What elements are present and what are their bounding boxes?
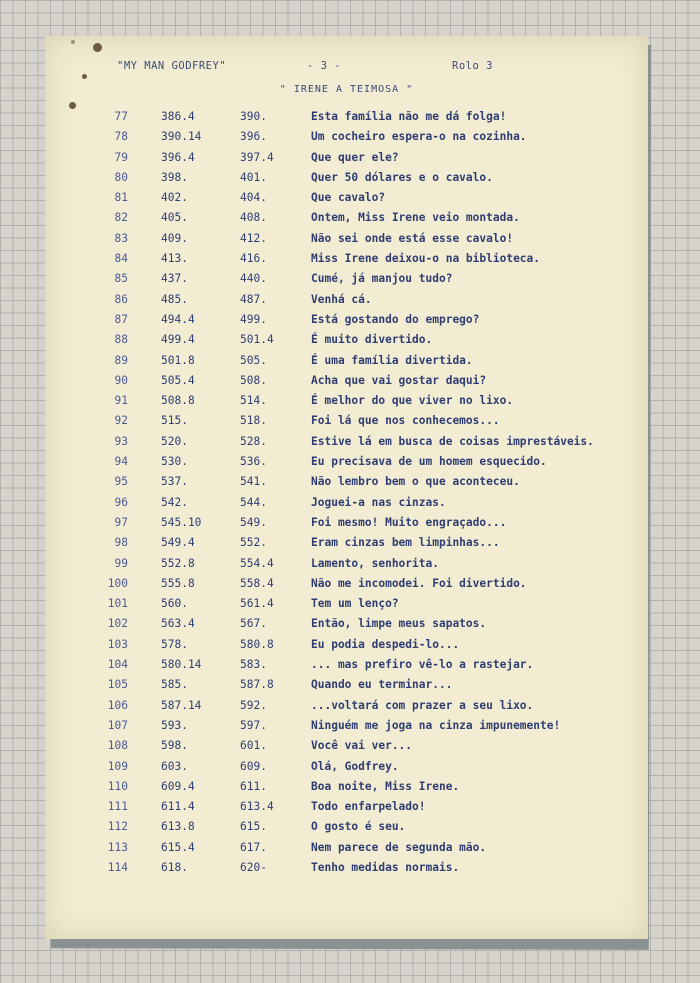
time-in: 505.4 — [161, 373, 195, 387]
row-number: 93 — [114, 434, 128, 448]
list-item — [45, 293, 648, 313]
list-item — [45, 678, 648, 698]
subtitle-text: Eu precisava de um homem esquecido. — [311, 455, 547, 469]
time-in: 386.4 — [161, 110, 195, 123]
time-in: 413. — [161, 252, 188, 266]
list-item — [45, 516, 648, 536]
row-number: 104 — [107, 658, 128, 672]
time-in: 437. — [161, 272, 188, 286]
time-out: 508. — [240, 373, 267, 387]
time-in: 555.8 — [161, 576, 195, 590]
time-in: 542. — [161, 495, 188, 509]
subtitle-text: Nem parece de segunda mão. — [311, 840, 487, 854]
time-in: 613.8 — [161, 820, 195, 834]
time-in: 585. — [161, 678, 188, 692]
list-item — [45, 151, 648, 171]
subtitle-text: Venhá cá. — [311, 292, 372, 306]
list-item — [45, 475, 648, 495]
time-out: 620- — [240, 860, 267, 874]
list-item — [45, 272, 648, 292]
time-out: 597. — [240, 718, 267, 732]
list-item — [45, 638, 648, 658]
list-item — [45, 211, 648, 231]
list-item — [45, 455, 648, 475]
row-number: 95 — [114, 475, 128, 489]
row-number: 86 — [114, 292, 128, 306]
time-out: 554.4 — [240, 556, 274, 570]
subtitle-text: É muito divertido. — [311, 333, 433, 347]
time-out: 440. — [240, 272, 267, 286]
time-out: 611. — [240, 779, 267, 793]
time-out: 613.4 — [240, 800, 274, 814]
row-number: 112 — [107, 820, 128, 834]
subtitle-text: Todo enfarpelado! — [311, 800, 426, 814]
time-in: 537. — [161, 475, 188, 489]
time-in: 398. — [161, 170, 188, 184]
row-number: 113 — [107, 840, 128, 854]
time-in: 530. — [161, 455, 188, 469]
time-in: 603. — [161, 759, 188, 773]
subtitle-text: ...voltará com prazer a seu lixo. — [311, 698, 534, 712]
time-in: 508.8 — [161, 394, 195, 408]
list-item — [45, 313, 648, 333]
subtitle-text: Eram cinzas bem limpinhas... — [311, 536, 500, 550]
subtitle-text: Joguei-a nas cinzas. — [311, 495, 446, 509]
time-in: 485. — [161, 292, 188, 306]
subtitle-text: Não lembro bem o que aconteceu. — [311, 475, 520, 489]
time-in: 587.14 — [161, 698, 202, 712]
time-out: 580.8 — [240, 637, 274, 651]
row-number: 92 — [114, 414, 128, 428]
time-out: 592. — [240, 698, 267, 712]
time-in: 580.14 — [161, 658, 202, 672]
list-item — [45, 760, 648, 780]
time-in: 609.4 — [161, 779, 195, 793]
list-item — [45, 496, 648, 516]
row-number: 87 — [114, 312, 128, 326]
row-number: 83 — [114, 231, 128, 245]
punch-hole — [69, 102, 76, 109]
time-out: 408. — [240, 211, 267, 225]
subtitle-text: Não me incomodei. Foi divertido. — [311, 576, 527, 590]
time-in: 560. — [161, 597, 188, 611]
list-item — [45, 841, 648, 861]
subtitle-text: Foi lá que nos conhecemos... — [311, 414, 500, 428]
time-in: 598. — [161, 739, 188, 753]
time-in: 402. — [161, 191, 188, 205]
subtitle-text: Eu podia despedi-lo... — [311, 637, 460, 651]
list-item — [45, 435, 648, 455]
time-out: 587.8 — [240, 678, 274, 692]
time-in: 396.4 — [161, 150, 195, 164]
time-in: 593. — [161, 718, 188, 732]
punch-hole — [71, 40, 75, 44]
time-out: 583. — [240, 658, 267, 672]
subtitle-text: Que quer ele? — [311, 150, 399, 164]
subtitle-text: Não sei onde está esse cavalo! — [311, 231, 514, 245]
list-item — [45, 557, 648, 577]
subtitle-text: Tenho medidas normais. — [311, 860, 460, 874]
subtitle-text: É melhor do que viver no lixo. — [311, 394, 514, 408]
list-item — [45, 232, 648, 252]
time-out: 487. — [240, 292, 267, 306]
list-item — [45, 820, 648, 840]
list-item — [45, 333, 648, 353]
time-out: 505. — [240, 353, 267, 367]
subtitle-text: É uma família divertida. — [311, 353, 473, 367]
row-number: 110 — [107, 779, 128, 793]
subtitle-text: Quer 50 dólares e o cavalo. — [311, 170, 493, 184]
list-item — [45, 699, 648, 719]
row-number: 81 — [114, 191, 128, 205]
time-in: 520. — [161, 434, 188, 448]
subtitle-text: Um cocheiro espera-o na cozinha. — [311, 130, 527, 144]
time-out: 544. — [240, 495, 267, 509]
row-number: 80 — [114, 170, 128, 184]
typed-sheet — [45, 36, 648, 939]
list-item — [45, 658, 648, 678]
time-out: 536. — [240, 455, 267, 469]
time-in: 501.8 — [161, 353, 195, 367]
punch-hole — [93, 43, 102, 52]
subtitle-text: Então, limpe meus sapatos. — [311, 617, 487, 631]
list-item — [45, 800, 648, 820]
time-out: 549. — [240, 515, 267, 529]
time-out: 416. — [240, 252, 267, 266]
time-in: 578. — [161, 637, 188, 651]
reel-label: Rolo 3 — [452, 60, 493, 72]
row-number: 77 — [114, 110, 128, 123]
row-number: 79 — [114, 150, 128, 164]
subtitle-text: Cumé, já manjou tudo? — [311, 272, 453, 286]
subtitle-text: Quando eu terminar... — [311, 678, 453, 692]
film-title: "MY MAN GODFREY" — [117, 60, 227, 72]
subtitle-text: Está gostando do emprego? — [311, 312, 480, 326]
time-out: 499. — [240, 312, 267, 326]
time-out: 397.4 — [240, 150, 274, 164]
row-number: 103 — [107, 637, 128, 651]
time-out: 514. — [240, 394, 267, 408]
time-out: 412. — [240, 231, 267, 245]
subtitle-text: Que cavalo? — [311, 191, 386, 205]
list-item — [45, 577, 648, 597]
list-item — [45, 617, 648, 637]
time-in: 409. — [161, 231, 188, 245]
time-in: 545.10 — [161, 515, 202, 529]
list-item — [45, 861, 648, 881]
list-item — [45, 354, 648, 374]
row-number: 102 — [107, 617, 128, 631]
subtitle-text: Foi mesmo! Muito engraçado... — [311, 515, 507, 529]
time-out: 390. — [240, 110, 267, 123]
time-in: 611.4 — [161, 800, 195, 814]
row-number: 88 — [114, 333, 128, 347]
subtitle-text: Você vai ver... — [311, 739, 413, 753]
row-number: 98 — [114, 536, 128, 550]
row-number: 94 — [114, 455, 128, 469]
time-out: 615. — [240, 820, 267, 834]
time-out: 552. — [240, 536, 267, 550]
subtitle-text: Estive lá em busca de coisas imprestáveis. — [311, 434, 594, 448]
page-number: - 3 - — [307, 60, 342, 72]
list-item — [45, 130, 648, 150]
row-number: 90 — [114, 373, 128, 387]
time-in: 618. — [161, 860, 188, 874]
subtitle-text: Ninguém me joga na cinza impunemente! — [311, 718, 561, 732]
row-number: 96 — [114, 495, 128, 509]
time-out: 567. — [240, 617, 267, 631]
subtitle-list — [45, 110, 648, 881]
row-number: 99 — [114, 556, 128, 570]
list-item — [45, 110, 648, 130]
time-in: 552.8 — [161, 556, 195, 570]
row-number: 78 — [114, 130, 128, 144]
subtitle-text: ... mas prefiro vê-lo a rastejar. — [311, 658, 534, 672]
row-number: 114 — [107, 860, 128, 874]
time-in: 563.4 — [161, 617, 195, 631]
row-number: 85 — [114, 272, 128, 286]
time-out: 601. — [240, 739, 267, 753]
row-number: 109 — [107, 759, 128, 773]
subtitle-text: Miss Irene deixou-o na biblioteca. — [311, 252, 541, 266]
subtitle-text: Ontem, Miss Irene veio montada. — [311, 211, 520, 225]
time-out: 609. — [240, 759, 267, 773]
list-item — [45, 414, 648, 434]
list-item — [45, 597, 648, 617]
subtitle-text: Esta família não me dá folga! — [311, 110, 507, 123]
list-item — [45, 394, 648, 414]
time-out: 396. — [240, 130, 267, 144]
row-number: 101 — [107, 597, 128, 611]
list-item — [45, 780, 648, 800]
list-item — [45, 719, 648, 739]
time-out: 541. — [240, 475, 267, 489]
subtitle-text: Boa noite, Miss Irene. — [311, 779, 460, 793]
list-item — [45, 536, 648, 556]
row-number: 82 — [114, 211, 128, 225]
subtitle-text: Acha que vai gostar daqui? — [311, 373, 487, 387]
subtitle-text: Lamento, senhorita. — [311, 556, 439, 570]
page-header — [45, 60, 648, 76]
time-out: 518. — [240, 414, 267, 428]
list-item — [45, 171, 648, 191]
time-out: 501.4 — [240, 333, 274, 347]
list-item — [45, 252, 648, 272]
row-number: 111 — [107, 800, 128, 814]
time-out: 528. — [240, 434, 267, 448]
time-in: 515. — [161, 414, 188, 428]
row-number: 106 — [107, 698, 128, 712]
subtitle-text: Tem um lenço? — [311, 597, 399, 611]
row-number: 84 — [114, 252, 128, 266]
time-in: 615.4 — [161, 840, 195, 854]
list-item — [45, 374, 648, 394]
time-out: 617. — [240, 840, 267, 854]
row-number: 97 — [114, 515, 128, 529]
list-item — [45, 191, 648, 211]
row-number: 107 — [107, 718, 128, 732]
row-number: 105 — [107, 678, 128, 692]
time-in: 494.4 — [161, 312, 195, 326]
time-in: 405. — [161, 211, 188, 225]
list-item — [45, 739, 648, 759]
time-out: 404. — [240, 191, 267, 205]
time-in: 499.4 — [161, 333, 195, 347]
subtitle-text: O gosto é seu. — [311, 820, 406, 834]
row-number: 108 — [107, 739, 128, 753]
time-out: 561.4 — [240, 597, 274, 611]
scene-title: " IRENE A TEIMOSA " — [279, 84, 414, 95]
subtitle-text: Olá, Godfrey. — [311, 759, 399, 773]
row-number: 89 — [114, 353, 128, 367]
time-in: 390.14 — [161, 130, 202, 144]
time-in: 549.4 — [161, 536, 195, 550]
row-number: 100 — [107, 576, 128, 590]
row-number: 91 — [114, 394, 128, 408]
time-out: 558.4 — [240, 576, 274, 590]
time-out: 401. — [240, 170, 267, 184]
